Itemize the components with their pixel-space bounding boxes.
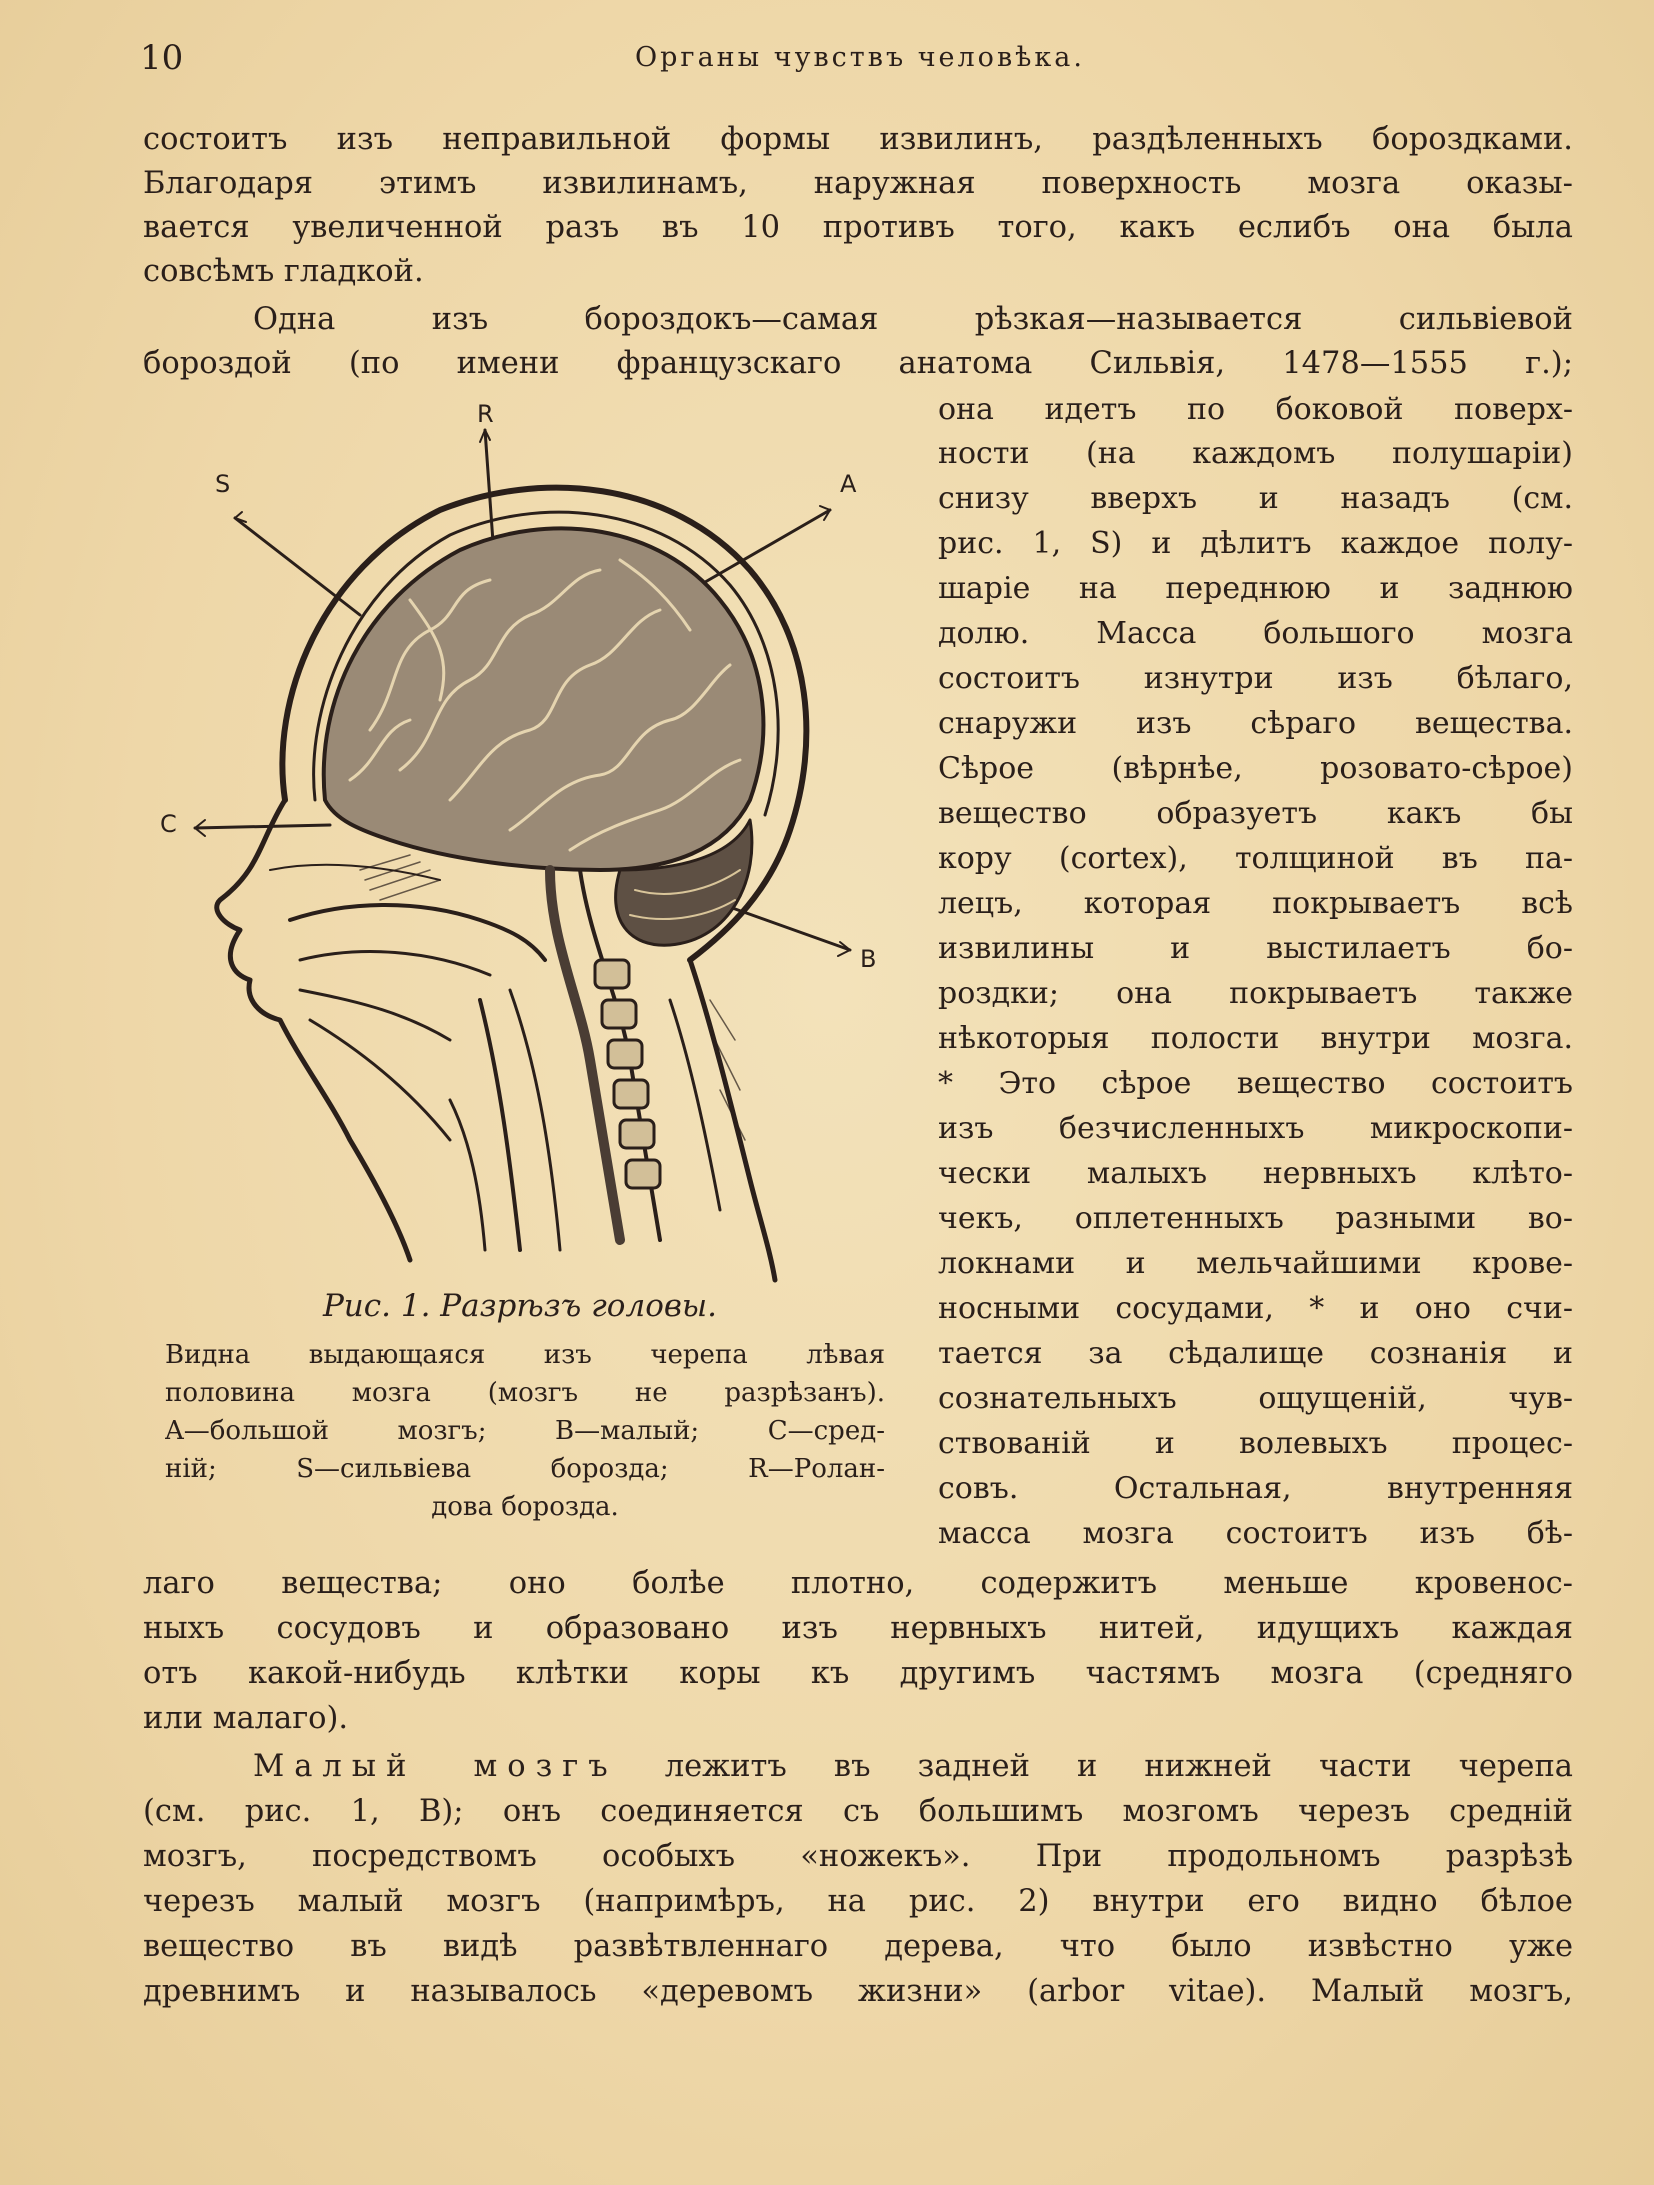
- text-line: изъ безчисленныхъ микроскопи-: [938, 1111, 1573, 1146]
- text-line: масса мозга состоитъ изъ бѣ-: [938, 1516, 1573, 1551]
- text-line: совсѣмъ гладкой.: [143, 254, 424, 289]
- text-line: Благодаря этимъ извилинамъ, наружная поверхность мозга оказы-: [143, 166, 1573, 201]
- text-line: древнимъ и называлось «деревомъ жизни» (arbor vitae). Малый мозгъ,: [143, 1974, 1573, 2009]
- text-line: носными сосудами, * и оно счи-: [938, 1291, 1573, 1326]
- text-line: состоитъ изъ неправильной формы извилинъ, раздѣленныхъ бороздками.: [143, 122, 1573, 157]
- page-header: [140, 38, 1580, 88]
- text-line: вещество въ видѣ развѣтвленнаго дерева, что было извѣстно уже: [143, 1929, 1573, 1964]
- text-line: нѣкоторыя полости внутри мозга.: [938, 1021, 1573, 1056]
- text-line: состоитъ изнутри изъ бѣлаго,: [938, 661, 1573, 696]
- text-line: чески малыхъ нервныхъ клѣто-: [938, 1156, 1573, 1191]
- text-line: вещество образуетъ какъ бы: [938, 796, 1573, 831]
- figure-label-s: S: [215, 470, 231, 498]
- text-line: снизу вверхъ и назадъ (см.: [938, 481, 1573, 516]
- figure-label-a: A: [840, 470, 857, 498]
- text-line: черезъ малый мозгъ (напримѣръ, на рис. 2) внутри его видно бѣлое: [143, 1884, 1573, 1919]
- text-line: мозгъ, посредствомъ особыхъ «ножекъ». При продольномъ разрѣзѣ: [143, 1839, 1573, 1874]
- figure-caption-line: половина мозга (мозгъ не разрѣзанъ).: [165, 1378, 885, 1408]
- figure-label-c: C: [160, 810, 177, 838]
- text-line: сознательныхъ ощущеній, чув-: [938, 1381, 1573, 1416]
- text-line: снаружи изъ сѣраго вещества.: [938, 706, 1573, 741]
- text-line: извилины и выстилаетъ бо-: [938, 931, 1573, 966]
- text-line: долю. Масса большого мозга: [938, 616, 1573, 651]
- figure-label-r: R: [477, 400, 494, 428]
- figure-caption-line: ній; S—сильвіева борозда; R—Ролан-: [165, 1454, 885, 1484]
- figure-caption-line: Видна выдающаяся изъ черепа лѣвая: [165, 1340, 885, 1370]
- text-line: бороздой (по имени французскаго анатома Сильвія, 1478—1555 г.);: [143, 346, 1573, 381]
- figure-caption-title: Рис. 1. Разрѣзъ головы.: [322, 1288, 718, 1324]
- text-line: роздки; она покрываетъ также: [938, 976, 1573, 1011]
- brain-illustration: [150, 400, 890, 1300]
- text-line: шаріе на переднюю и заднюю: [938, 571, 1573, 606]
- text-line: отъ какой-нибудь клѣтки коры къ другимъ частямъ мозга (средняго: [143, 1656, 1573, 1691]
- text-line: Сѣрое (вѣрнѣе, розовато-сѣрое): [938, 751, 1573, 786]
- page-number: 10: [140, 38, 184, 78]
- running-head: Органы чувствъ человѣка.: [635, 42, 1085, 73]
- paragraph-lead-line: [143, 1745, 1573, 1789]
- text-line: локнами и мельчайшими крове-: [938, 1246, 1573, 1281]
- text-line: Одна изъ бороздокъ—самая рѣзкая—называется сильвіевой: [253, 302, 1573, 337]
- text-line: ности (на каждомъ полушаріи): [938, 436, 1573, 471]
- text-line: чекъ, оплетенныхъ разными во-: [938, 1201, 1573, 1236]
- text-line: * Это сѣрое вещество состоитъ: [938, 1066, 1573, 1101]
- figure-label-b: B: [860, 945, 877, 973]
- figure-head-section: [150, 400, 890, 1300]
- text-line: тается за сѣдалище сознанія и: [938, 1336, 1573, 1371]
- term-maly-mozg: Малый мозгъ: [253, 1749, 618, 1784]
- text-line: лецъ, которая покрываетъ всѣ: [938, 886, 1573, 921]
- text-line: вается увеличенной разъ въ 10 противъ того, какъ еслибъ она была: [143, 210, 1573, 245]
- text-line: рис. 1, S) и дѣлитъ каждое полу-: [938, 526, 1573, 561]
- text-line: ствованій и волевыхъ процес-: [938, 1426, 1573, 1461]
- lead-line-rest: лежитъ въ задней и нижней части черепа: [664, 1749, 1573, 1784]
- text-line: кору (cortex), толщиной въ па-: [938, 841, 1573, 876]
- text-line: ныхъ сосудовъ и образовано изъ нервныхъ нитей, идущихъ каждая: [143, 1611, 1573, 1646]
- text-line: она идетъ по боковой поверх-: [938, 392, 1573, 427]
- text-line: (см. рис. 1, B); онъ соединяется съ большимъ мозгомъ черезъ средній: [143, 1794, 1573, 1829]
- figure-caption-line: A—большой мозгъ; B—малый; C—сред-: [165, 1416, 885, 1446]
- text-line: лаго вещества; оно болѣе плотно, содержитъ меньше кровенос-: [143, 1566, 1573, 1601]
- figure-caption-line: дова борозда.: [431, 1492, 619, 1522]
- text-line: или малаго).: [143, 1701, 349, 1736]
- text-line: совъ. Остальная, внутренняя: [938, 1471, 1573, 1506]
